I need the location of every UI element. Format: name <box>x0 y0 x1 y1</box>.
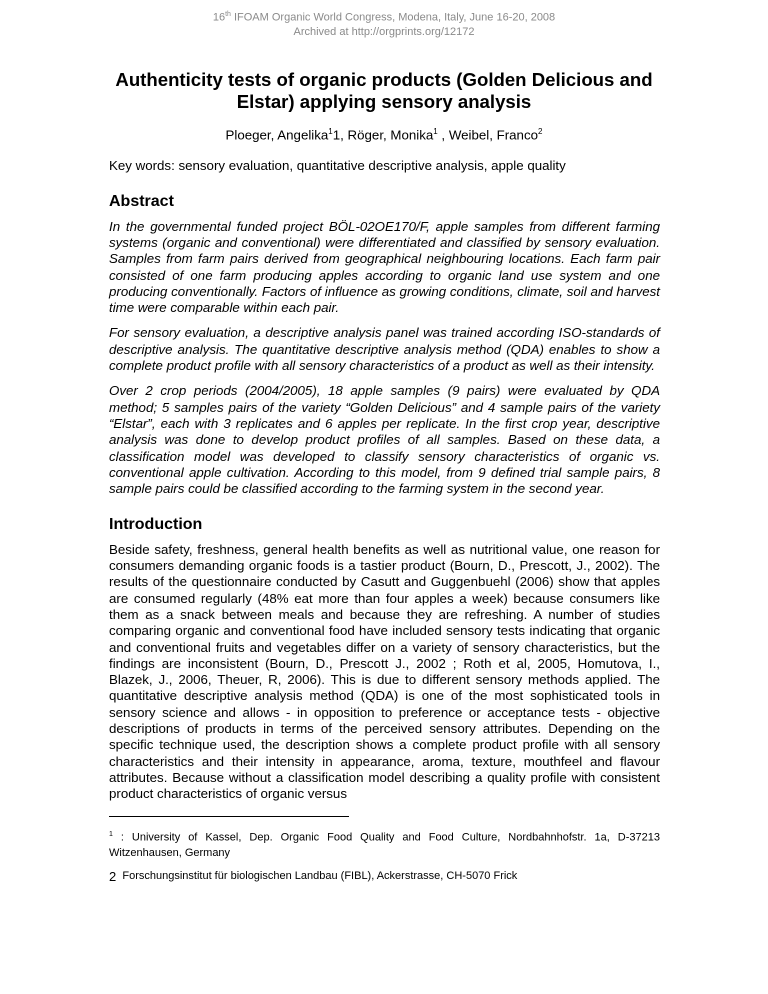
header-conference: IFOAM Organic World Congress, Modena, Italy, June 16-20, 2008 <box>230 11 556 24</box>
footnote-2 <box>109 869 660 884</box>
abstract-paragraph: For sensory evaluation, a descriptive analysis panel was trained according ISO-standards of descriptive analysis. The quantitative descriptive analysis method (QDA) enables to show a complete product profile with all sensory characteristics of a product as well as their intensity. <box>109 325 660 374</box>
header-line-2: Archived at http://orgprints.org/12172 <box>293 25 475 38</box>
footnote-2-text: Forschungsinstitut für biologischen Landbau (FIBL), Ackerstrasse, CH-5070 Frick <box>122 870 518 883</box>
footnote-2-mark: 2 <box>109 869 117 885</box>
introduction-paragraph: Beside safety, freshness, general health benefits as well as nutritional value, one reason for consumers demanding organic foods is a tastier product (Bourn, D., Prescott, J., 2002). The results of the questionnaire conducted by Casutt and Guggenbuehl (2006) show that apples are consumed regularly (48% eat more than four apples a week) because consumers like them as a snack between meals and because they are refreshing. A number of studies comparing organic and conventional food have included sensory tests indicating that organic and conventional fruits and vegetables differ on a variety of sensory characteristics, but the findings are inconsistent (Bourn, D., Prescott J., 2002 ; Roth et al, 2005, Homutova, I., Blazek, J., 2006, Theuer, R, 2006). This is due to different sensory methods applied. The quantitative descriptive analysis method (QDA) is one of the most sophisticated tools in sensory science and allows - in opposition to preference or acceptance tests - objective descriptions of products in terms of the perceived sensory attributes. Depending on the specific technique used, the description shows a complete product profile with all sensory characteristics and their intensity in appearance, aroma, texture, mouthfeel and flavour attributes. Because without a classification model describing a quality profile with consistent product characteristics of organic versus <box>109 541 660 802</box>
paper-title: Authenticity tests of organic products (Golden Delicious and Elstar) applying sensory analysis <box>115 68 653 112</box>
abstract-paragraph: In the governmental funded project BÖL-02OE170/F, apple samples from different farming systems (organic and conventional) were differentiated and classified by sensory evaluation. Samples from farm pairs derived from geographical neighbouring locations. Each farm pair consisted of one farm producing apples according to organic land use system and one producing conventionally. Factors of influence as growing conditions, climate, soil and harvest time were comparable within each pair. <box>109 218 660 316</box>
author-2: 1, Röger, Monika <box>332 127 434 143</box>
footnote-divider <box>109 816 349 817</box>
footnote-1-mark: 1 <box>109 831 113 839</box>
abstract-heading: Abstract <box>109 193 174 211</box>
introduction-heading: Introduction <box>109 516 203 534</box>
abstract-paragraph: Over 2 crop periods (2004/2005), 18 apple samples (9 pairs) were evaluated by QDA method; 5 samples pairs of the variety “Golden Delicious” and 4 sample pairs of the variety “Elstar”, each with 3 replicates and 6 apples per replicate. In the first crop year, descriptive analysis was done to develop product profiles of all samples. Based on these data, a classification model was developed to classify sensory characteristics of organic vs. conventional apple cultivation. According to this model, from 9 defined trial sample pairs, 8 sample pairs could be classified according to the farming system in the second year. <box>109 383 660 497</box>
header-number: 16 <box>212 11 226 24</box>
abstract-section <box>109 194 660 497</box>
author-1-affil: 1 <box>328 126 333 136</box>
author-2-affil: 1 <box>433 126 438 136</box>
author-1: Ploeger, Angelika <box>225 127 329 143</box>
keywords: Key words: sensory evaluation, quantitative descriptive analysis, apple quality <box>109 158 566 174</box>
footnote-1 <box>109 827 660 861</box>
header-line-1 <box>0 8 768 25</box>
introduction-section <box>109 517 660 802</box>
author-line <box>0 127 768 142</box>
header-superscript: th <box>225 11 231 18</box>
author-3-affil: 2 <box>538 126 543 136</box>
footnote-1-text: : University of Kassel, Dep. Organic Food Quality and Food Culture, Nordbahnhofstr. 1a, D-37213 Witzenhausen, Germany <box>109 832 660 860</box>
author-3: , Weibel, Franco <box>437 127 538 143</box>
running-header <box>0 0 768 39</box>
